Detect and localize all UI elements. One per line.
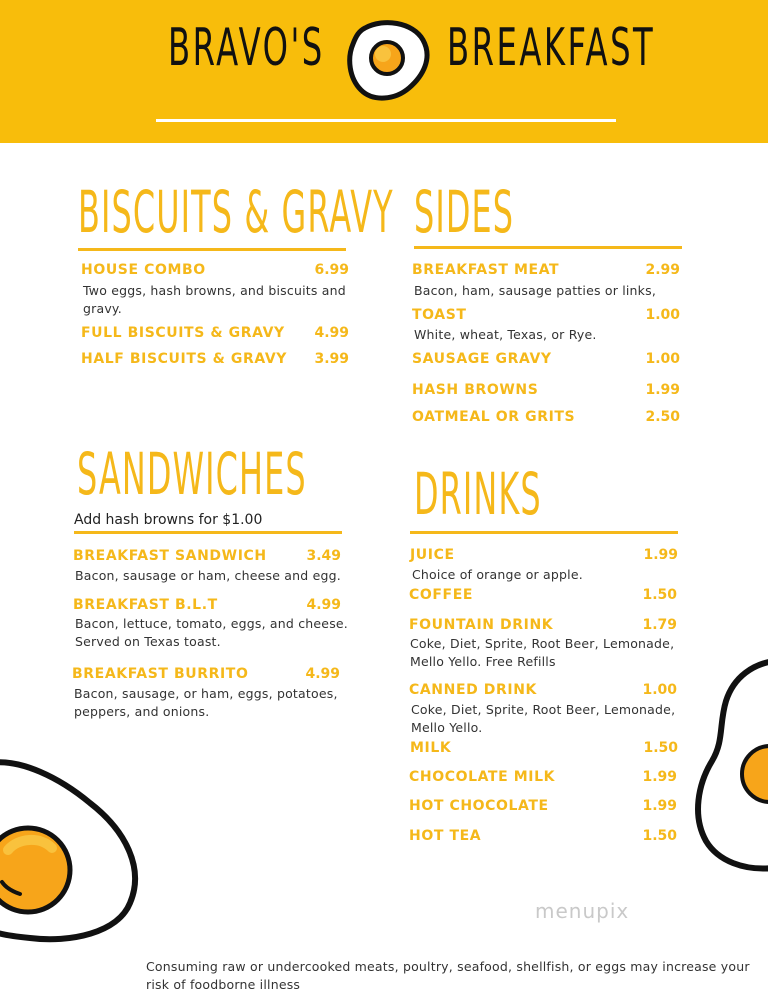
item-name-hash-browns: HASH BROWNS — [412, 382, 539, 398]
brand-title-left: BRAVO'S — [168, 18, 325, 78]
item-desc-toast: White, wheat, Texas, or Rye. — [414, 327, 597, 342]
item-price-full-biscuits: 4.99 — [314, 325, 349, 341]
item-price-hash-browns: 1.99 — [645, 382, 680, 398]
section-title-sandwiches: SANDWICHES — [77, 440, 307, 508]
item-name-sausage-gravy: SAUSAGE GRAVY — [412, 351, 552, 367]
item-price-juice: 1.99 — [643, 547, 678, 563]
fried-egg-logo-icon — [343, 18, 433, 102]
item-price-house-combo: 6.99 — [314, 262, 349, 278]
item-name-half-biscuits: HALF BISCUITS & GRAVY — [81, 351, 288, 367]
item-price-toast: 1.00 — [645, 307, 680, 323]
header-divider — [156, 119, 616, 122]
item-price-sausage-gravy: 1.00 — [645, 351, 680, 367]
food-safety-disclaimer: Consuming raw or undercooked meats, poultry, seafood, shellfish, or eggs may increase your risk of foodborne illness — [146, 959, 750, 992]
section-rule-sandwiches — [74, 531, 342, 534]
item-price-chocolate-milk: 1.99 — [642, 769, 677, 785]
item-name-house-combo: HOUSE COMBO — [81, 262, 206, 278]
item-name-hot-chocolate: HOT CHOCOLATE — [409, 798, 549, 814]
item-name-canned-drink: CANNED DRINK — [409, 682, 537, 698]
section-rule-sides — [414, 246, 682, 249]
item-price-fountain-drink: 1.79 — [642, 617, 677, 633]
section-title-sides: SIDES — [414, 178, 515, 246]
item-name-fountain-drink: FOUNTAIN DRINK — [409, 617, 554, 633]
item-price-breakfast-blt: 4.99 — [306, 597, 341, 613]
item-name-full-biscuits: FULL BISCUITS & GRAVY — [81, 325, 285, 341]
item-name-milk: MILK — [410, 740, 452, 756]
item-desc-breakfast-sandwich: Bacon, sausage or ham, cheese and egg. — [75, 568, 341, 583]
menupix-watermark: menupix — [535, 899, 630, 923]
section-title-biscuits-gravy: BISCUITS & GRAVY — [78, 178, 394, 246]
item-price-breakfast-sandwich: 3.49 — [306, 548, 341, 564]
section-title-drinks: DRINKS — [414, 460, 542, 528]
item-price-breakfast-burrito: 4.99 — [305, 666, 340, 682]
item-desc-breakfast-burrito: Bacon, sausage, or ham, eggs, potatoes, peppers, and onions. — [74, 686, 338, 719]
item-price-oatmeal-grits: 2.50 — [645, 409, 680, 425]
item-name-hot-tea: HOT TEA — [409, 828, 482, 844]
header-banner — [0, 0, 768, 143]
item-name-coffee: COFFEE — [409, 587, 474, 603]
item-price-milk: 1.50 — [643, 740, 678, 756]
item-name-breakfast-sandwich: BREAKFAST SANDWICH — [73, 548, 267, 564]
item-name-chocolate-milk: CHOCOLATE MILK — [409, 769, 556, 785]
item-price-coffee: 1.50 — [642, 587, 677, 603]
sandwiches-note: Add hash browns for $1.00 — [74, 512, 263, 528]
item-desc-juice: Choice of orange or apple. — [412, 567, 583, 582]
section-rule-biscuits — [78, 248, 346, 251]
item-desc-house-combo: Two eggs, hash browns, and biscuits and gravy. — [83, 283, 346, 316]
item-desc-breakfast-blt: Bacon, lettuce, tomato, eggs, and cheese. Served on Texas toast. — [75, 616, 348, 649]
item-name-toast: TOAST — [412, 307, 467, 323]
section-rule-drinks — [410, 531, 678, 534]
item-name-breakfast-burrito: BREAKFAST BURRITO — [72, 666, 249, 682]
item-desc-breakfast-meat: Bacon, ham, sausage patties or links, — [414, 283, 656, 298]
fried-egg-right-icon — [694, 656, 768, 876]
item-desc-canned-drink: Coke, Diet, Sprite, Root Beer, Lemonade, Mello Yello. — [411, 702, 676, 735]
brand-title-right: BREAKFAST — [447, 18, 656, 78]
item-price-half-biscuits: 3.99 — [314, 351, 349, 367]
item-name-oatmeal-grits: OATMEAL OR GRITS — [412, 409, 576, 425]
item-price-hot-tea: 1.50 — [642, 828, 677, 844]
item-name-juice: JUICE — [410, 547, 455, 563]
fried-egg-left-icon — [0, 758, 142, 943]
item-price-breakfast-meat: 2.99 — [645, 262, 680, 278]
item-name-breakfast-meat: BREAKFAST MEAT — [412, 262, 560, 278]
item-price-hot-chocolate: 1.99 — [642, 798, 677, 814]
item-desc-fountain-drink: Coke, Diet, Sprite, Root Beer, Lemonade, Mello Yello. Free Refills — [410, 636, 675, 669]
item-name-breakfast-blt: BREAKFAST B.L.T — [73, 597, 218, 613]
item-price-canned-drink: 1.00 — [642, 682, 677, 698]
